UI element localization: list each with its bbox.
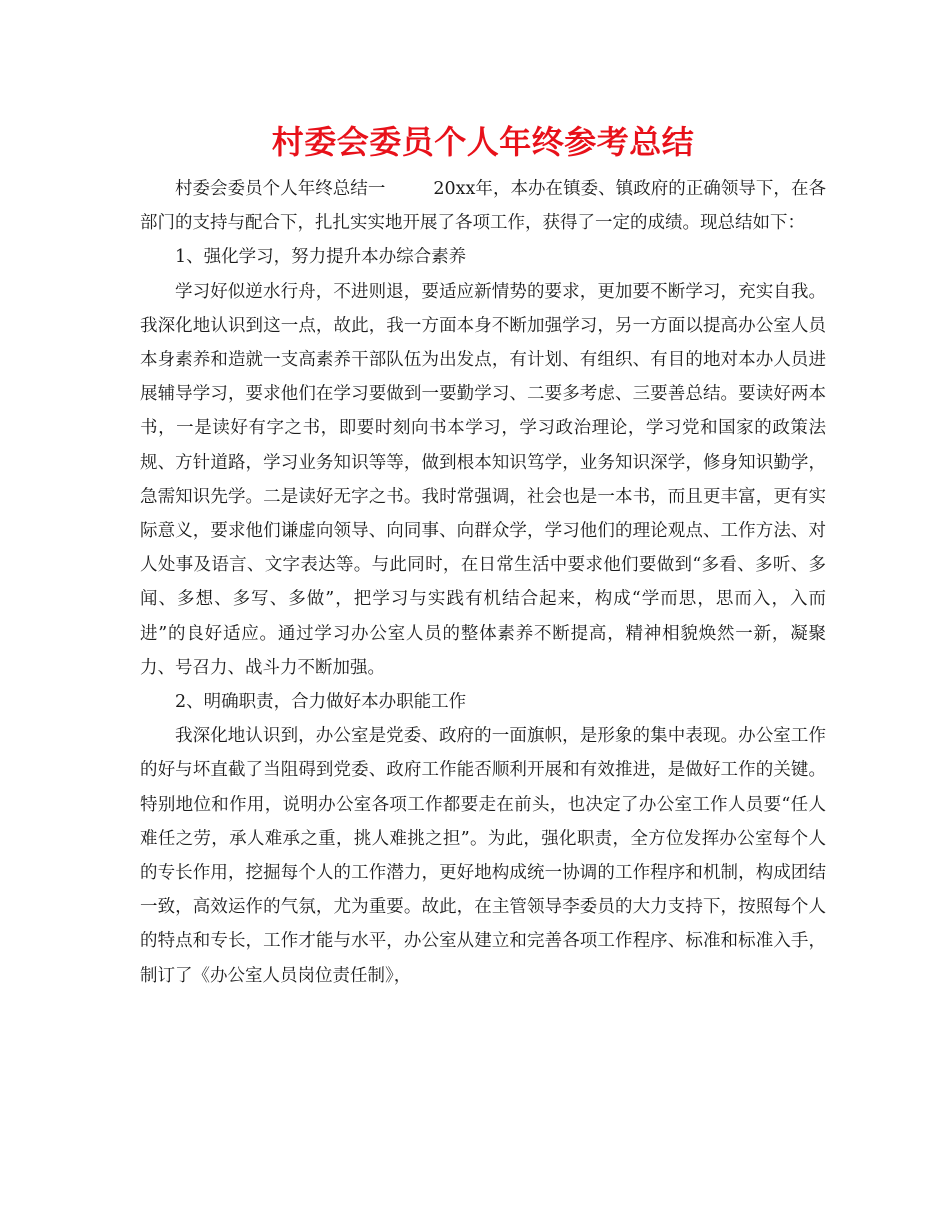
document-page: [140, 118, 826, 993]
intro-text: 20xx年，本办在镇委、镇政府的正确领导下，在各部门的支持与配合下，扎扎实实地开展了各项工作，获得了一定的成绩。现总结如下：: [140, 179, 826, 234]
intro-lead: 村委会委员个人年终总结一: [175, 179, 386, 199]
section-2-heading: 2、明确职责，合力做好本办职能工作: [175, 692, 467, 713]
section-1-heading: 1、强化学习，努力提升本办综合素养: [175, 247, 467, 268]
section-2-paragraph: 我深化地认识到，办公室是党委、政府的一面旗帜，是形象的集中表现。办公室工作的好与坏直截了当阻碍到党委、政府工作能否顺利开展和有效推进，是做好工作的关键。特别地位和作用，说明办公室各项工作都要走在前头，也决定了办公室工作人员要“任人难任之劳，承人难承之重，挑人难挑之担”。为此，强化职责，全方位发挥办公室每个人的专长作用，挖掘每个人的工作潜力，更好地构成统一协调的工作程序和机制，构成团结一致，高效运作的气氛，尤为重要。故此，在主管领导李委员的大力支持下，按照每个人的特点和专长，工作才能与水平，办公室从建立和完善各项工作程序、标准和标准入手，制订了《办公室人员岗位责任制》，: [140, 726, 826, 986]
document-title: 村委会委员个人年终参考总结: [271, 123, 695, 161]
intro-paragraph: [140, 172, 826, 240]
document-body: [140, 172, 826, 993]
section-1-paragraph: 学习好似逆水行舟，不进则退，要适应新情势的要求，更加要不断学习，充实自我。我深化地认识到这一点，故此，我一方面本身不断加强学习，另一方面以提高办公室人员本身素养和造就一支高素养干部队伍为出发点，有计划、有组织、有目的地对本办人员进展辅导学习，要求他们在学习要做到一要勤学习、二要多考虑、三要善总结。要读好两本书，一是读好有字之书，即要时刻向书本学习，学习政治理论，学习党和国家的政策法规、方针道路，学习业务知识等等，做到根本知识笃学，业务知识深学，修身知识勤学，急需知识先学。二是读好无字之书。我时常强调，社会也是一本书，而且更丰富，更有实际意义，要求他们谦虚向领导、向同事、向群众学，学习他们的理论观点、工作方法、对人处事及语言、文字表达等。与此同时，在日常生活中要求他们要做到“多看、多听、多闻、多想、多写、多做”，把学习与实践有机结合起来，构成“学而思，思而入，入而进”的良好适应。通过学习办公室人员的整体素养不断提高，精神相貌焕然一新，凝聚力、号召力、战斗力不断加强。: [140, 281, 826, 678]
